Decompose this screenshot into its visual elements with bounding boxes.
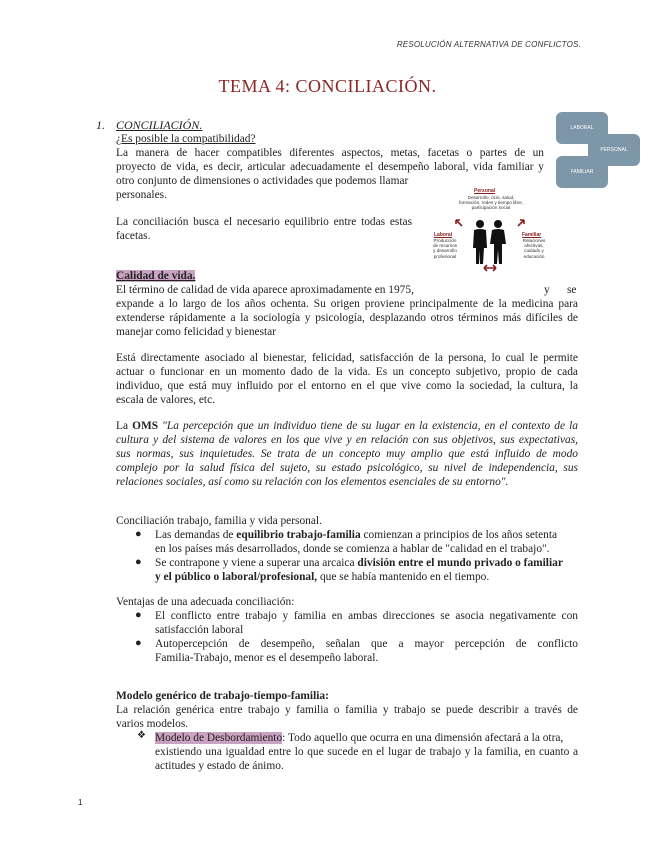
ventajas-b1-line-2: satisfacción laboral — [155, 624, 244, 636]
oms-line-4: complejo por la salud física del sujeto, su estado psicológico, su nivel de independencia, sus — [116, 462, 578, 474]
figure-label-laboral: Laboral — [434, 232, 453, 238]
conciliacion-b1-bold: equilibrio trabajo-familia — [236, 529, 361, 541]
conciliacion-b2-line-2 — [155, 570, 489, 584]
diamond-bullet-icon: ❖ — [137, 730, 146, 741]
page-number: 1 — [78, 798, 83, 807]
conciliacion-heading: Conciliación trabajo, familia y vida personal. — [116, 515, 322, 527]
bullet-dot: ● — [135, 528, 142, 540]
intro-line-2: proyecto de vida, es decir, articular adecuadamente el desempeño laboral, vida familiar y — [116, 161, 544, 173]
modelo-item-text: : Todo aquello que ocurra en una dimensión afectará a la otra, — [282, 732, 564, 744]
oms-line-5: relaciones sociales, así como su relación con los elementos esenciales de su entorno". — [116, 476, 509, 488]
conciliacion-b2-bold1: división entre el mundo privado o familiar — [357, 557, 563, 569]
running-header: RESOLUCIÓN ALTERNATIVA DE CONFLICTOS. — [396, 40, 581, 49]
calidad-p2-line-4: escala de valores, etc. — [116, 394, 215, 406]
oms-line-2: cultura y del sistema de valores en los que vive y en relación con sus objetivos, sus expectativas, — [116, 434, 578, 446]
balance-line-2: facetas. — [116, 230, 151, 242]
modelo-heading: Modelo genérico de trabajo-tiempo-familia: — [116, 690, 329, 702]
conciliacion-b2-post: que se había mantenido en el tiempo. — [317, 571, 490, 583]
ventajas-heading: Ventajas de una adecuada conciliación: — [116, 596, 295, 608]
oms-bold: OMS — [132, 420, 159, 432]
intro-line-1: La manera de hacer compatibles diferentes aspectos, metas, facetas o partes de un — [116, 147, 544, 159]
oms-line-3: sus normas, sus inquietudes. Se trata de un concepto muy amplio que está influido de modo — [116, 448, 578, 460]
calidad-p2-line-1: Está directamente asociado al bienestar, felicidad, satisfacción de la persona, lo cual le permite — [116, 352, 578, 364]
section-number: 1. — [96, 118, 105, 132]
modelo-item-line-3: actitudes y estado de ánimo. — [155, 760, 284, 772]
diagram-box-familiar: FAMILIAR — [556, 156, 608, 188]
conciliacion-b2-bold2: y el público o laboral/profesional, — [155, 571, 318, 583]
calidad-p1-line-1: El término de calidad de vida aparece aproximadamente en 1975, — [116, 284, 414, 296]
calidad-heading-text: Calidad de vida. — [116, 270, 196, 282]
calidad-p1-se: se — [567, 284, 577, 296]
conciliacion-b2-pre: Se contrapone y viene a superar una arcaica — [155, 557, 358, 569]
calidad-p2-line-2: actuar o funcionar en un momento dado de la vida. Es un concepto subjetivo, propio de cada — [116, 366, 578, 378]
bullet-dot: ● — [135, 637, 142, 649]
figure-text-laboral: Producción de recursos y desarrollo profesional — [432, 238, 457, 259]
page-title: TEMA 4: CONCILIACIÓN. — [218, 76, 437, 96]
diagram-box-laboral: LABORAL — [556, 112, 608, 144]
bullet-dot: ● — [135, 556, 142, 568]
conciliacion-b1-pre: Las demandas de — [155, 529, 237, 541]
calidad-p2-line-3: individuo, que está muy influido por el entorno en el que vive como la sociedad, la cultura, la — [116, 380, 578, 392]
modelo-item-label: Modelo de Desbordamiento — [155, 732, 283, 744]
intro-line-4: personales. — [116, 189, 167, 201]
modelo-p-line-2: varios modelos. — [116, 718, 189, 730]
calidad-p1-line-2: expande a lo largo de los años ochenta. Su origen proviene principalmente de la medicina para — [116, 298, 578, 310]
calidad-heading — [116, 269, 195, 283]
modelo-item-line-1 — [155, 731, 563, 745]
oms-line-1 — [116, 419, 578, 433]
figure-text-familiar: Relaciones afectivas, cuidado y educación — [522, 238, 546, 259]
modelo-item-line-2: existiendo una igualdad entre lo que sucede en el lugar de trabajo y la familia, en cuanto a — [155, 746, 578, 758]
intro-line-3: otro conjunto de dimensiones o actividades que podemos llamar — [116, 175, 409, 187]
calidad-p1-line-3: extenderse rápidamente a la sociología y psicología, desplazando otros términos más difíciles de — [116, 312, 578, 324]
balance-figure — [432, 186, 548, 274]
calidad-p1-y: y — [544, 284, 550, 296]
calidad-p1-line-4: manejar como felicidad y bienestar — [116, 326, 277, 338]
conciliacion-b1-line-1 — [155, 528, 557, 542]
conciliacion-b1-post: comienzan a principios de los años setenta — [360, 529, 558, 541]
section-question: ¿Es posible la compatibilidad? — [116, 133, 256, 145]
ventajas-b1-line-1: El conflicto entre trabajo y familia en ambas direcciones se asocia negativamente con — [155, 610, 578, 622]
bullet-dot: ● — [135, 609, 142, 621]
ventajas-b2-line-2: Familia-Trabajo, menor es el desempeño laboral. — [155, 652, 379, 664]
silhouettes-illustration — [432, 186, 548, 274]
modelo-p-line-1: La relación genérica entre trabajo y familia o familia y trabajo se puede describir a través de — [116, 704, 578, 716]
figure-label-personal: Personal — [474, 188, 496, 194]
balance-line-1: La conciliación busca el necesario equilibrio entre todas estas — [116, 216, 412, 228]
conciliacion-b2-line-1 — [155, 556, 563, 570]
figure-label-familiar: Familiar — [522, 232, 542, 238]
section-heading: CONCILIACIÓN. — [116, 118, 203, 132]
ventajas-b2-line-1: Autopercepción de desempeño, señalan que a mayor percepción de conflicto — [155, 638, 578, 650]
oms-prefix: La — [116, 420, 133, 432]
conciliacion-b1-line-2: en los países más desarrollados, donde se comienza a hablar de "calidad en el trabajo". — [155, 543, 550, 555]
oms-quote-1: "La percepción que un individuo tiene de su lugar en la existencia, en el contexto de la — [162, 420, 578, 432]
diagram-box-personal: PERSONAL — [588, 134, 640, 166]
figure-text-personal: Desarrollo, ocio, salud, formación, redes y tiempo libre, participación social — [458, 195, 524, 211]
